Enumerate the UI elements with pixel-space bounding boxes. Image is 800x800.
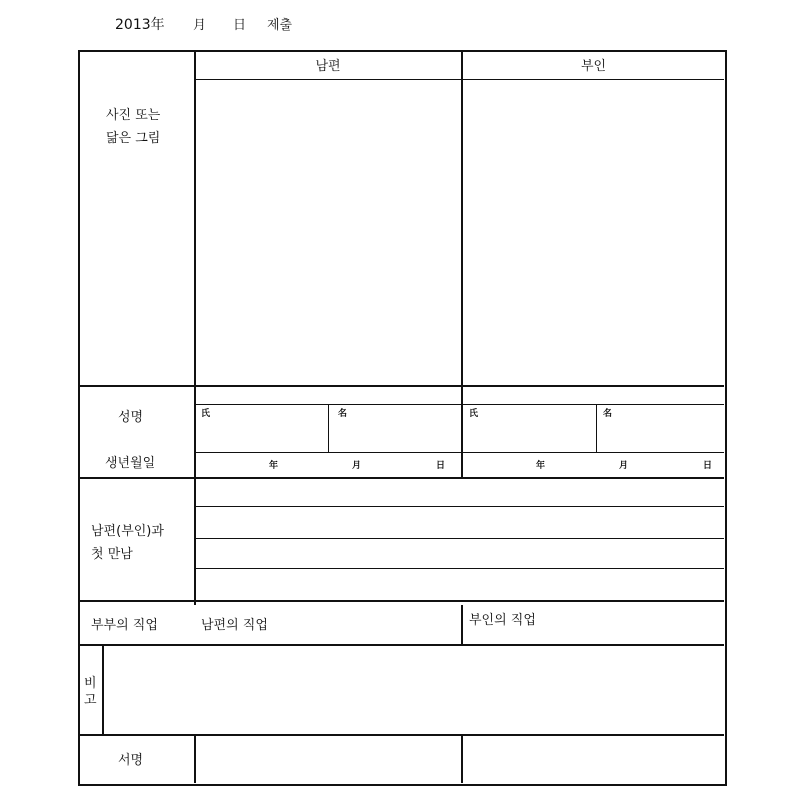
husband-surname-mark: 氏	[201, 409, 211, 419]
submission-date-header	[115, 14, 292, 34]
column-header-wife: 부인	[580, 59, 607, 74]
signature-wife-area[interactable]	[463, 736, 724, 783]
photo-husband-area[interactable]	[196, 80, 461, 385]
signature-label: 서명	[118, 753, 144, 768]
divider-meeting-bottom	[80, 600, 724, 602]
photo-label-line2: 닮은 그림	[106, 131, 161, 146]
wife-birth-month: 月	[619, 461, 629, 471]
first-meeting-label-line1: 남편(부인)과	[91, 524, 164, 539]
signature-husband-area[interactable]	[196, 736, 461, 783]
wife-job-label: 부인의 직업	[469, 613, 536, 628]
husband-given-mark: 名	[338, 409, 348, 419]
divider-name-husband	[328, 405, 329, 452]
divider-birth-bottom	[80, 477, 724, 479]
divider-name-wife	[596, 405, 597, 452]
wife-birth-year: 年	[536, 461, 546, 471]
divider-meeting-2	[195, 538, 724, 539]
photo-wife-area[interactable]	[463, 80, 724, 385]
column-header-husband: 남편	[315, 59, 341, 74]
marriage-form-table	[78, 50, 727, 786]
header-year: 2013年	[115, 17, 165, 33]
husband-job-label: 남편의 직업	[201, 618, 268, 633]
husband-birth-month: 月	[352, 461, 362, 471]
divider-meeting-3	[195, 568, 724, 569]
divider-photo-bottom	[80, 385, 724, 387]
header-submit: 제출	[267, 18, 293, 33]
wife-birth-day: 日	[703, 461, 713, 471]
divider-meeting-1	[195, 506, 724, 507]
wife-surname-mark: 氏	[469, 409, 479, 419]
header-day: 日	[233, 18, 247, 33]
remarks-label-line2: 고	[84, 693, 97, 708]
birth-label: 생년월일	[105, 456, 156, 471]
divider-name-bottom	[195, 452, 724, 453]
remarks-area[interactable]	[104, 646, 724, 734]
husband-birth-day: 日	[436, 461, 446, 471]
husband-birth-year: 年	[269, 461, 279, 471]
divider-name-top	[195, 404, 724, 405]
header-month: 月	[193, 18, 207, 33]
wife-given-mark: 名	[603, 409, 613, 419]
remarks-label-line1: 비	[84, 676, 97, 691]
first-meeting-label-line2: 첫 만남	[91, 547, 133, 562]
jobs-label: 부부의 직업	[91, 618, 158, 633]
name-label: 성명	[118, 410, 144, 425]
photo-label-line1: 사진 또는	[106, 108, 161, 123]
divider-husband-wife-job	[461, 605, 463, 646]
